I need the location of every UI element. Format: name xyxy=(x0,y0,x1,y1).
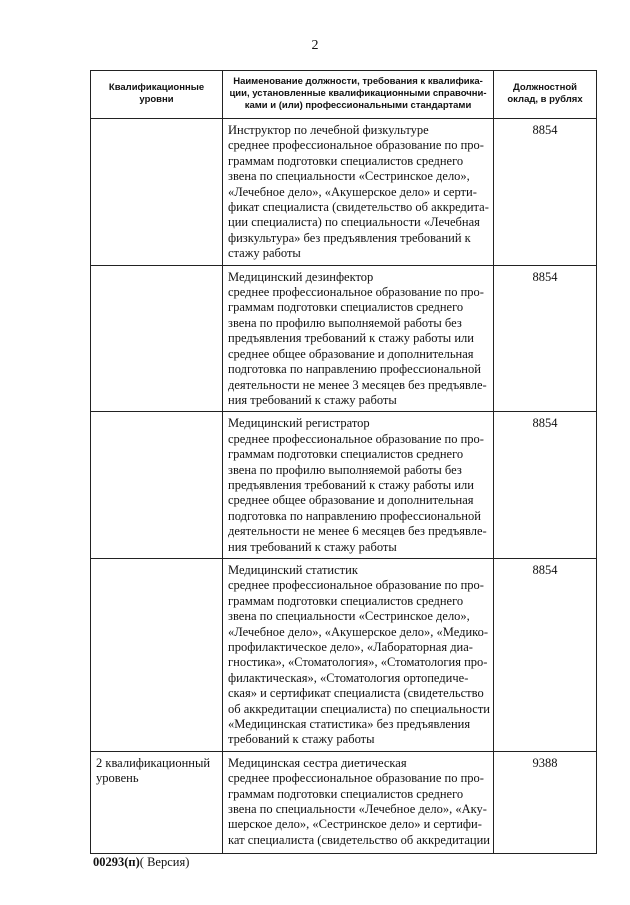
salary-cell: 8854 xyxy=(494,265,597,412)
level-cell xyxy=(91,265,223,412)
document-code: 00293(п) xyxy=(93,855,140,869)
position-title: Медицинская сестра диетическая xyxy=(228,755,407,770)
salary-cell: 9388 xyxy=(494,751,597,853)
position-title: Медицинский статистик xyxy=(228,562,358,577)
table-row xyxy=(91,412,597,559)
description-cell: Медицинский дезинфектор среднее профессиональное образование по про- граммам подготовки специалистов среднего звена по профилю выполняемой работы без предъявления требований к стажу работы или среднее общее образование и дополнительная подготовка по направлению профессиональной деятельности не менее 3 месяцев без предъявле- ния требований к стажу работы xyxy=(223,265,494,412)
description-cell: Медицинский регистратор среднее профессиональное образование по про- граммам подготовки специалистов среднего звена по профилю выполняемой работы без предъявления требований к стажу работы или среднее общее образование и дополнительная подготовка по направлению профессиональной деятельности не менее 6 месяцев без предъявле- ния требований к стажу работы xyxy=(223,412,494,559)
table-row xyxy=(91,558,597,751)
description-cell: Медицинская сестра диетическая среднее профессиональное образование по про- граммам подготовки специалистов среднего звена по специальности «Лечебное дело», «Аку- шерское дело», «Сестринское дело» и сертифи- кат специалиста (свидетельство об аккредитации xyxy=(223,751,494,853)
level-cell xyxy=(91,119,223,266)
header-qualification-levels: Квалификационные уровни xyxy=(91,71,223,119)
position-title: Медицинский дезинфектор xyxy=(228,269,374,284)
document-version: ( Версия) xyxy=(139,855,190,869)
position-title: Медицинский регистратор xyxy=(228,416,370,431)
salary-cell: 8854 xyxy=(494,412,597,559)
description-cell: Инструктор по лечебной физкультуре среднее профессиональное образование по про- граммам подготовки специалистов среднего звена по специальности «Сестринское дело», «Лечебное дело», «Акушерское дело» и серти- фикат специалиста (свидетельство об аккредита- ции специалиста) по специальности «Лечебная физкультура» без предъявления требований к стажу работы xyxy=(223,119,494,266)
salary-cell: 8854 xyxy=(494,558,597,751)
level-cell: 2 квалификационный уровень xyxy=(91,751,223,853)
table-row xyxy=(91,751,597,853)
table-header-row xyxy=(91,71,597,119)
description-cell: Медицинский статистик среднее профессиональное образование по про- граммам подготовки специалистов среднего звена по специальности «Сестринское дело», «Лечебное дело», «Акушерское дело», «Медико- профилактическое дело», «Лабораторная диа- гностика», «Стоматология», «Стоматология про- филактическая», «Стоматология ортопедиче- ская» и сертификат специалиста (свидетельство об аккредитации специалиста) по специальности «Медицинская статистика» без предъявления требований к стажу работы xyxy=(223,558,494,751)
qualification-table xyxy=(90,70,597,854)
salary-cell: 8854 xyxy=(494,119,597,266)
page-number: 2 xyxy=(311,38,319,53)
header-salary: Должностной оклад, в рублях xyxy=(494,71,597,119)
table-row xyxy=(91,265,597,412)
table-row xyxy=(91,119,597,266)
document-footer xyxy=(93,855,189,870)
level-cell xyxy=(91,558,223,751)
level-cell xyxy=(91,412,223,559)
header-position-requirements: Наименование должности, требования к квалифика- ции, установленные квалификационными справочни- ками и (или) профессиональными стандартами xyxy=(223,71,494,119)
position-title: Инструктор по лечебной физкультуре xyxy=(228,123,429,137)
